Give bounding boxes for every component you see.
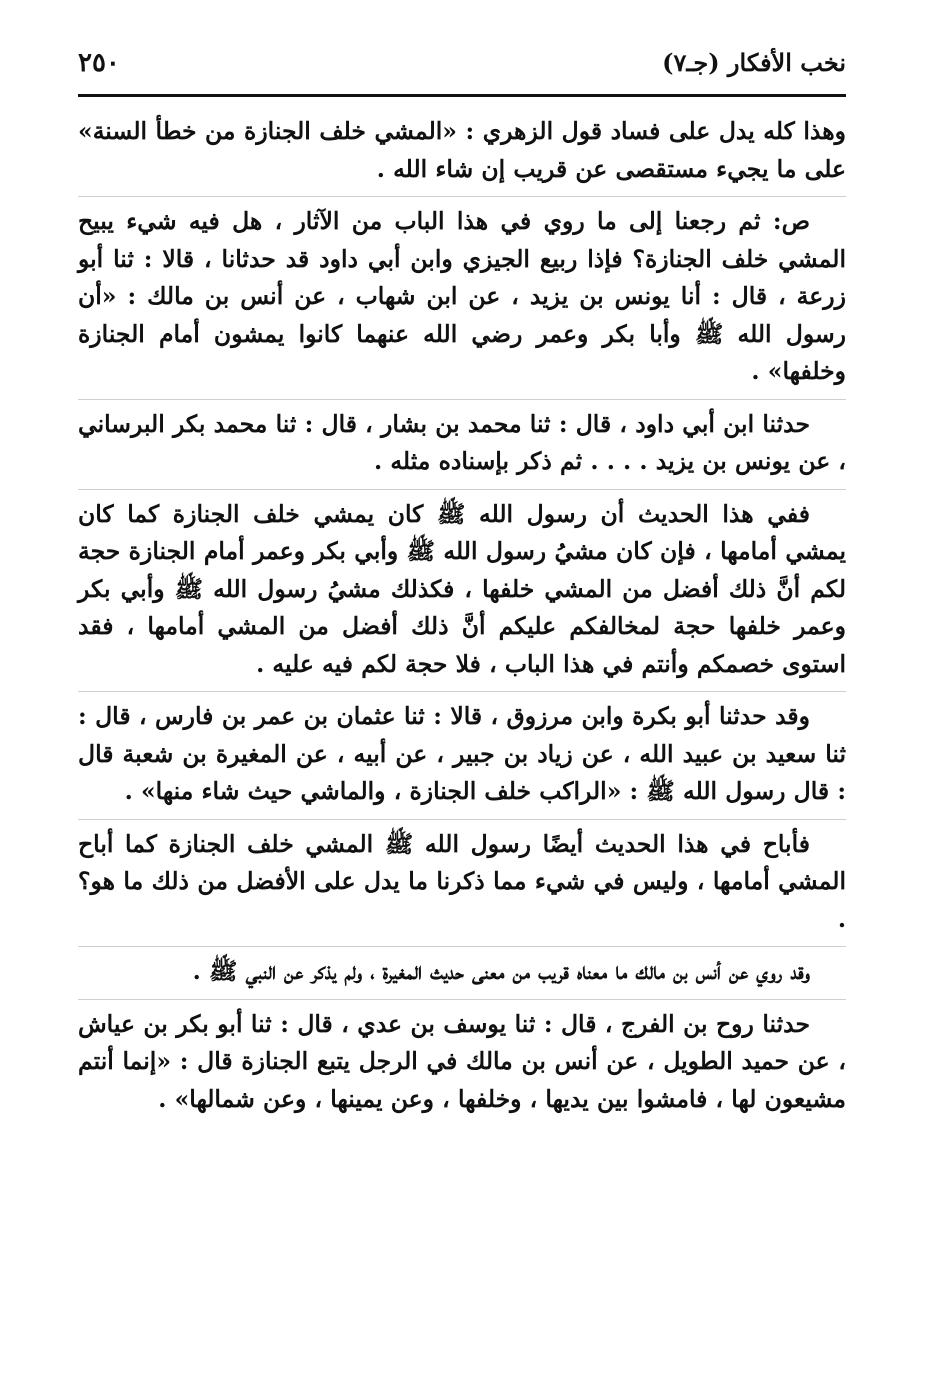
paragraph-3 xyxy=(78,400,846,490)
page-header xyxy=(78,48,846,88)
section-marker: ص: xyxy=(772,207,810,235)
paragraph-4 xyxy=(78,490,846,693)
paragraph-7 xyxy=(78,947,846,1000)
paragraph-text: حدثنا روح بن الفرج ، قال : ثنا يوسف بن عدي ، قال : ثنا أبو بكر بن عياش ، عن حميد الطويل ، عن أنس بن مالك في الرجل يتبع الجنازة قال : «إنما أنتم مشيعون لها ، فامشوا بين يديها ، وخلفها ، وعن يمينها ، وعن شمالها» . xyxy=(78,1009,846,1113)
page-body xyxy=(78,107,846,1126)
paragraph-text: وقد روي عن أنس بن مالك ما معناه قريب من معنى حديث المغيرة ، ولم يذكر عن النبي ﷺ . xyxy=(192,957,810,985)
paragraph-text: حدثنا ابن أبي داود ، قال : ثنا محمد بن بشار ، قال : ثنا محمد بكر البرساني ، عن يونس بن يزيد . . . . ثم ذكر بإسناده مثله . xyxy=(78,409,846,475)
paragraph-text: ثم رجعنا إلى ما روي في هذا الباب من الآثار ، هل فيه شيء يبيح المشي خلف الجنازة؟ فإذا ربيع الجيزي وابن أبي داود قد حدثانا ، قالا : ثنا أبو زرعة ، قال : أنا يونس بن يزيد ، عن ابن شهاب ، عن أنس بن مالك : «أن رسول الله ﷺ وأبا بكر وعمر رضي الله عنهما كانوا يمشون أمام الجنازة وخلفها» . xyxy=(78,207,846,385)
paragraph-5 xyxy=(78,692,846,820)
paragraph-8 xyxy=(78,1000,846,1127)
paragraph-1 xyxy=(78,107,846,197)
paragraph-text: وقد حدثنا أبو بكرة وابن مرزوق ، قالا : ثنا عثمان بن عمر بن فارس ، قال : ثنا سعيد بن عبيد الله ، عن زياد بن جبير ، عن أبيه ، عن المغيرة بن شعبة قال : قال رسول الله ﷺ : «الراكب خلف الجنازة ، والماشي حيث شاء منها» . xyxy=(78,702,846,805)
page xyxy=(78,48,846,1126)
paragraph-text: فأباح في هذا الحديث أيضًا رسول الله ﷺ المشي خلف الجنازة كما أباح المشي أمامها ، وليس في شيء مما ذكرنا ما يدل على الأفضل من ذلك ما هو؟ . xyxy=(78,829,846,933)
page-number: ٢٥٠ xyxy=(78,48,120,78)
paragraph-text: ففي هذا الحديث أن رسول الله ﷺ كان يمشي خلف الجنازة كما كان يمشي أمامها ، فإن كان مشيُ رسول الله ﷺ وأبي بكر وعمر أمام الجنازة حجة لكم أنَّ ذلك أفضل من المشي خلفها ، فكذلك مشيُ رسول الله ﷺ وأبي بكر وعمر خلفها حجة لمخالفكم عليكم أنَّ ذلك أفضل من المشي أمامها ، فقد استوى خصمكم وأنتم في هذا الباب ، فلا حجة لكم فيه عليه . xyxy=(78,499,846,678)
running-title: نخب الأفكار (جـ٧) xyxy=(662,48,846,77)
header-rule xyxy=(78,94,846,97)
paragraph-text: وهذا كله يدل على فساد قول الزهري : «المشي خلف الجنازة من خطأ السنة» على ما يجيء مستقصى عن قريب إن شاء الله . xyxy=(78,117,846,183)
paragraph-6 xyxy=(78,820,846,948)
paragraph-2 xyxy=(78,197,846,400)
